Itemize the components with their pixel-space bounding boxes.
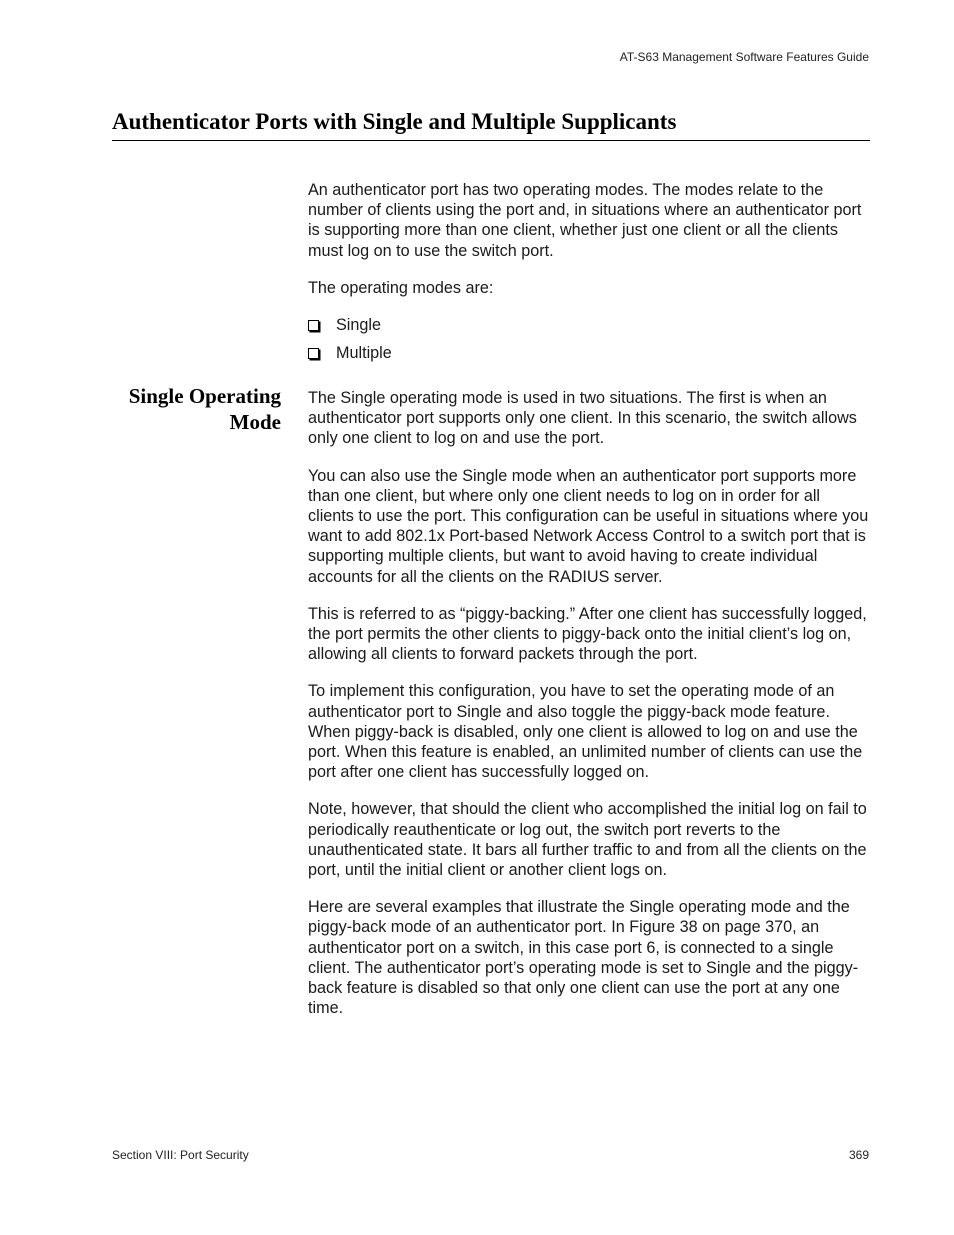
- list-item: [308, 343, 870, 371]
- single-operating-mode-heading: [100, 383, 281, 435]
- heading-line-2: Mode: [229, 410, 281, 434]
- checkbox-icon: [308, 348, 319, 359]
- page-number: 369: [848, 1148, 869, 1162]
- mode-label-single: Single: [336, 316, 381, 335]
- checkbox-icon: [308, 320, 319, 331]
- operating-modes-list: [308, 315, 870, 371]
- intro-paragraph: An authenticator port has two operating modes. The modes relate to the number of clients using the port and, in situations where an authenticator port is supporting more than one client, whether just one client or all the clients must log on to use the switch port.: [308, 181, 862, 260]
- body-paragraph: Note, however, that should the client who accomplished the initial log on fail to periodically reauthenticate or log out, the switch port reverts to the unauthenticated state. It bars all further traffic to and from all the clients on the port, until the initial client or another client logs on.: [308, 800, 867, 880]
- body-paragraph: The Single operating mode is used in two situations. The first is when an authenticator port supports only one client. In this scenario, the switch allows only one client to log on and use the port.: [308, 389, 857, 448]
- intro-section: [308, 180, 870, 371]
- body-paragraph: This is referred to as “piggy-backing.” After one client has successfully logged, the port permits the other clients to piggy-back onto the initial client’s log on, allowing all clients to forward packets through the port.: [308, 604, 867, 664]
- list-item: [308, 315, 870, 343]
- mode-label-multiple: Multiple: [336, 344, 392, 363]
- body-paragraph: Here are several examples that illustrate the Single operating mode and the piggy-back mode of an authenticator port. In Figure 38 on page 370, an authenticator port on a switch, in this case port 6, is connected to a single client. The authenticator port’s operating mode is set to Single and the piggy-back feature is disabled so that only one client can use the port at any one time.: [308, 898, 859, 1018]
- section-title: Authenticator Ports with Single and Multiple Supplicants: [112, 108, 870, 141]
- heading-line-1: Single Operating: [128, 384, 281, 408]
- running-header: AT-S63 Management Software Features Guide: [619, 50, 869, 64]
- single-mode-body: [308, 388, 870, 1035]
- body-paragraph: To implement this configuration, you have to set the operating mode of an authenticator port to Single and also toggle the piggy-back mode feature. When piggy-back is disabled, only one client is allowed to log on and use the port. When this feature is enabled, an unlimited number of clients can use the port after one client has successfully logged on.: [308, 682, 863, 782]
- body-paragraph: You can also use the Single mode when an authenticator port supports more than one client, but where only one client needs to log on in order for all clients to use the port. This configuration can be useful in situations where you want to add 802.1x Port-based Network Access Control to a switch port that is supporting multiple clients, but want to avoid having to create individual accounts for all the clients on the RADIUS server.: [308, 466, 869, 586]
- footer-section-label: Section VIII: Port Security: [112, 1148, 249, 1162]
- modes-lead-text: The operating modes are:: [308, 278, 494, 297]
